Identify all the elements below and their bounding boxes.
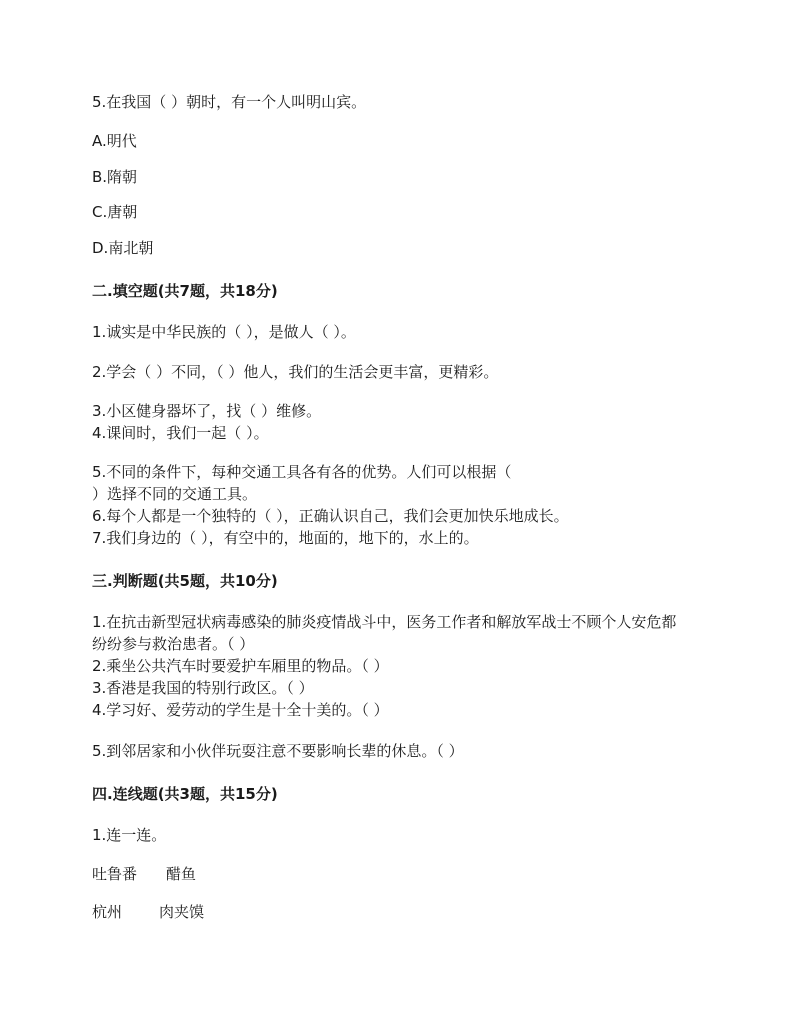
judge-item-1-cont: 纷纷参与救治患者。（ ）: [92, 635, 255, 653]
fill-item-2: 2.学会（ ）不同，（ ）他人，我们的生活会更丰富，更精彩。: [92, 363, 499, 381]
fill-item-6: 6.每个人都是一个独特的（ ），正确认识自己，我们会更加快乐地成长。: [92, 507, 569, 525]
judge-item-3: 3.香港是我国的特别行政区。（ ）: [92, 679, 314, 697]
section-3-heading: 三.判断题(共5题，共10分): [92, 572, 278, 590]
fill-item-3: 3.小区健身器坏了，找（ ）维修。: [92, 402, 322, 420]
match-food-1: 醋鱼: [166, 865, 197, 883]
fill-item-5-cont: ）选择不同的交通工具。: [92, 485, 258, 503]
fill-item-5: 5.不同的条件下，每种交通工具各有各的优势。人们可以根据（: [92, 463, 512, 481]
judge-item-4: 4.学习好、爱劳动的学生是十全十美的。（ ）: [92, 701, 389, 719]
fill-item-4: 4.课间时，我们一起（ ）。: [92, 424, 269, 442]
section-2-heading: 二.填空题(共7题，共18分): [92, 282, 278, 300]
section-4-heading: 四.连线题(共3题，共15分): [92, 785, 278, 803]
question-5-text: 5.在我国（ ）朝时，有一个人叫明山宾。: [92, 93, 367, 111]
match-food-2: 肉夹馍: [159, 903, 205, 921]
match-place-1: 吐鲁番: [92, 865, 138, 883]
option-c: C.唐朝: [92, 203, 138, 221]
option-a: A.明代: [92, 132, 137, 150]
option-b: B.隋朝: [92, 168, 138, 186]
fill-item-7: 7.我们身边的（ ），有空中的，地面的，地下的，水上的。: [92, 529, 479, 547]
judge-item-5: 5.到邻居家和小伙伴玩耍注意不要影响长辈的休息。（ ）: [92, 742, 464, 760]
fill-item-1: 1.诚实是中华民族的（ ），是做人（ ）。: [92, 323, 356, 341]
option-d: D.南北朝: [92, 239, 154, 257]
match-place-2: 杭州: [92, 903, 123, 921]
judge-item-1: 1.在抗击新型冠状病毒感染的肺炎疫情战斗中，医务工作者和解放军战士不顾个人安危都: [92, 613, 677, 631]
judge-item-2: 2.乘坐公共汽车时要爱护车厢里的物品。（ ）: [92, 657, 389, 675]
match-question-1: 1.连一连。: [92, 826, 167, 844]
